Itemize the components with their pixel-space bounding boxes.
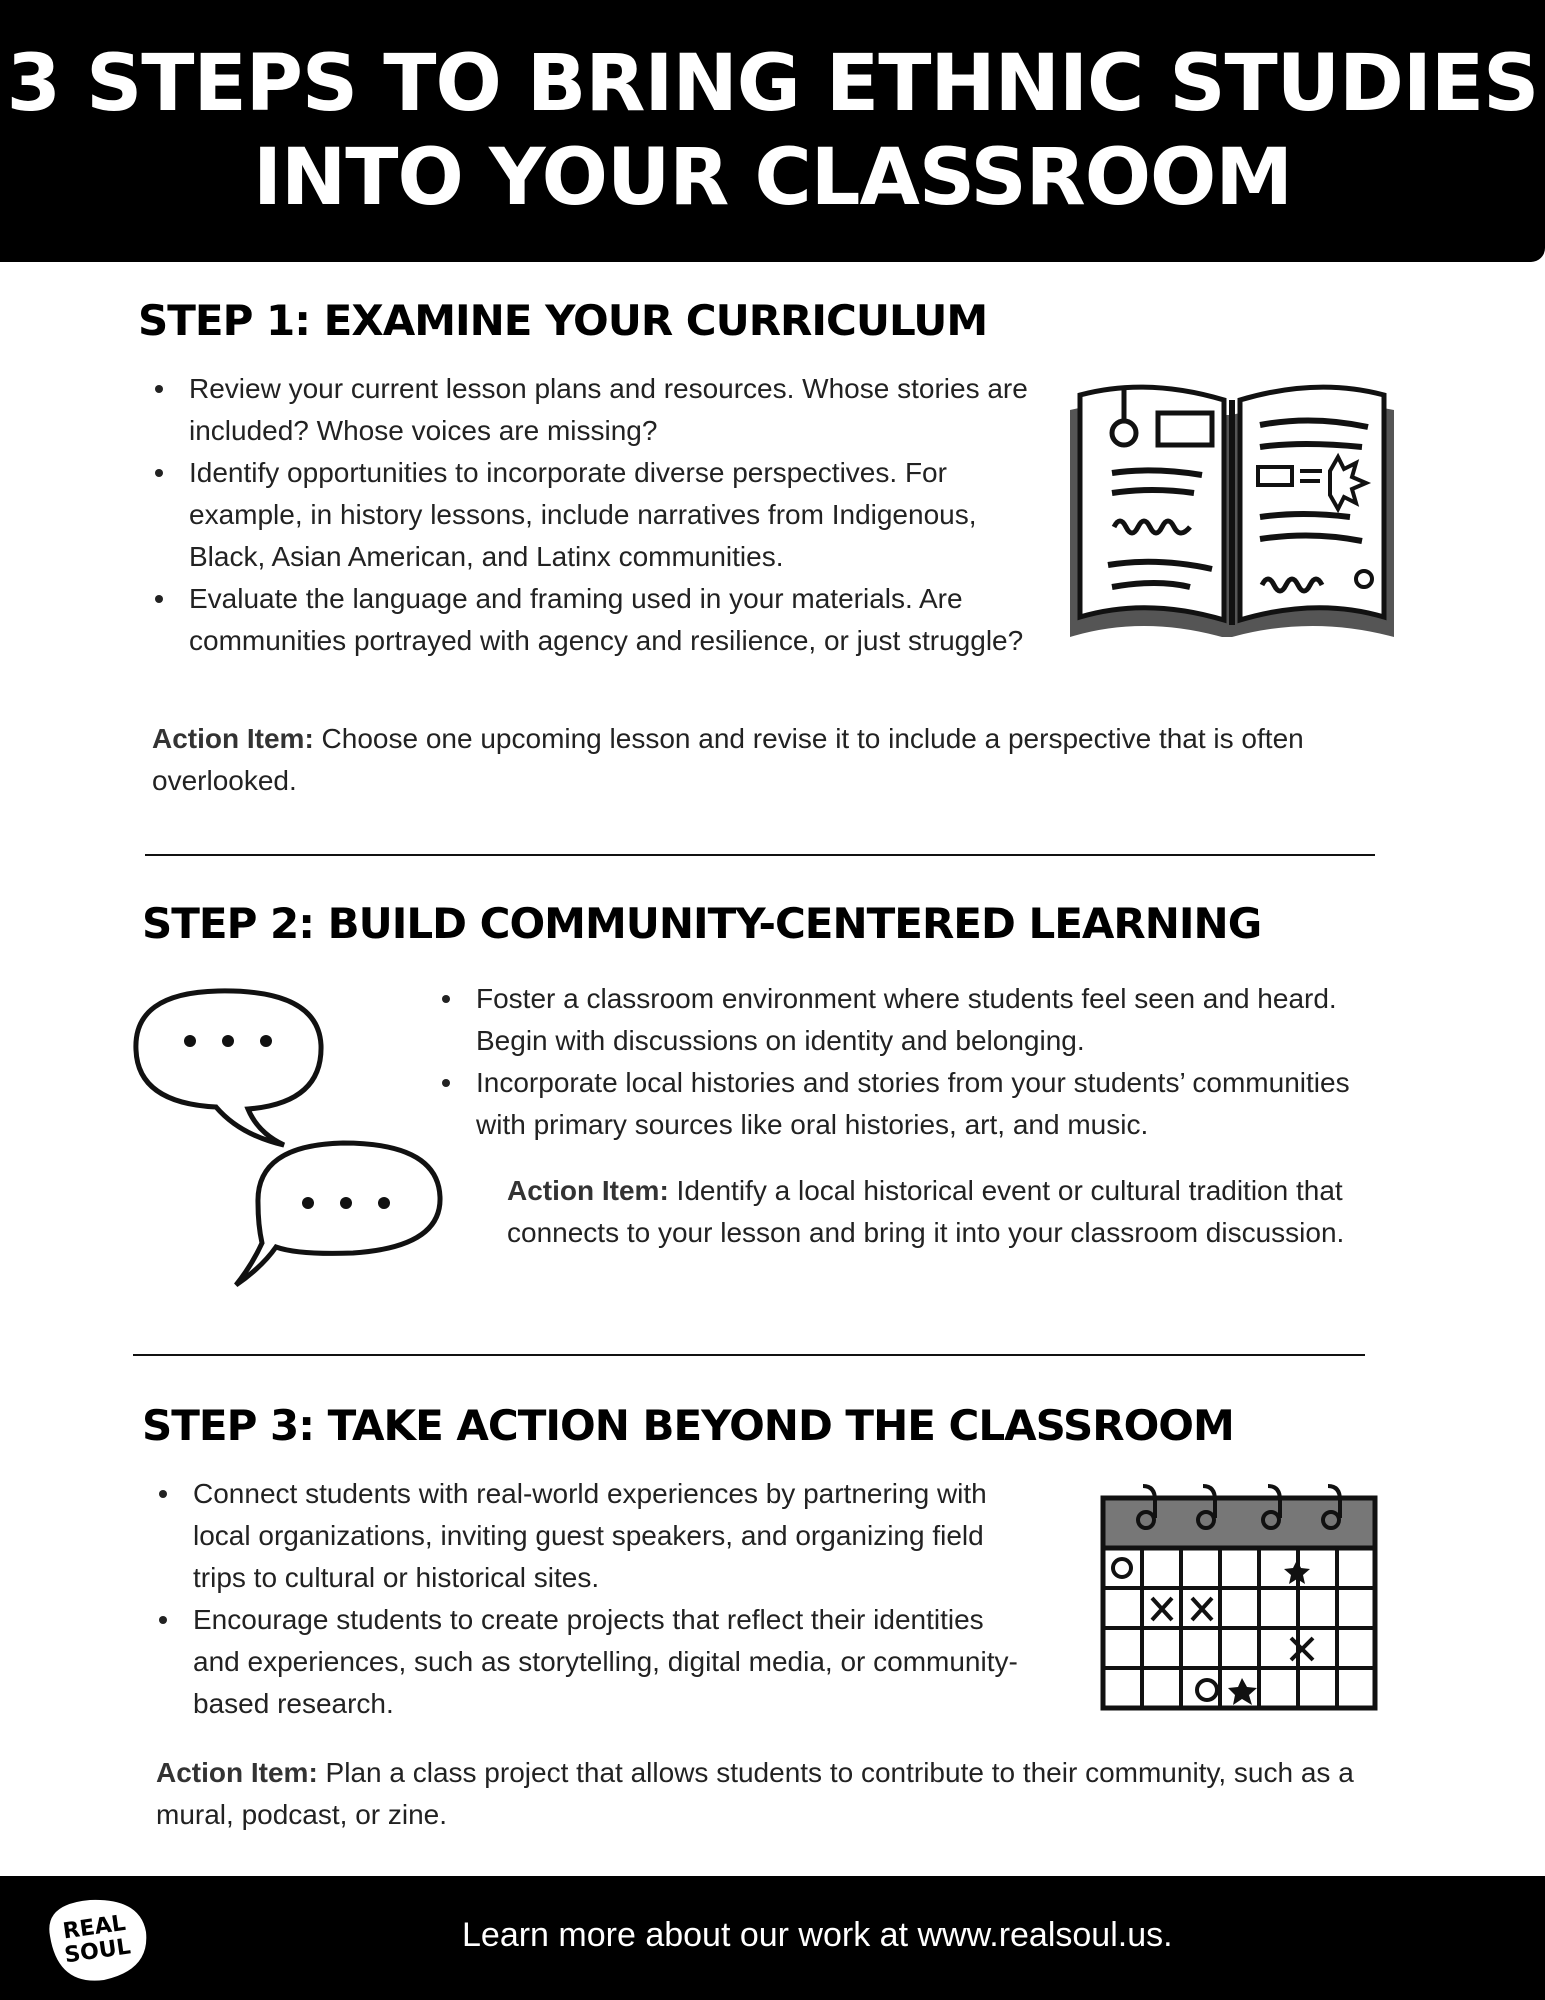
step3-title: STEP 3: TAKE ACTION BEYOND THE CLASSROOM: [142, 1401, 1234, 1450]
step2-bullet: Foster a classroom environment where students feel seen and heard. Begin with discussions on identity and belonging.: [439, 978, 1399, 1062]
step2-action-item: [507, 1170, 1407, 1254]
open-book-icon: [1062, 375, 1402, 647]
step3-action-text: Plan a class project that allows students to contribute to their community, such as a mural, podcast, or zine.: [156, 1757, 1354, 1830]
step1-title: STEP 1: EXAMINE YOUR CURRICULUM: [138, 296, 988, 345]
step2-action-text: Identify a local historical event or cultural tradition that connects to your lesson and bring it into your classroom discussion.: [507, 1175, 1345, 1248]
step3-bullet: Connect students with real-world experiences by partnering with local organizations, inviting guest speakers, and organizing field trips to cultural or historical sites.: [156, 1473, 1036, 1599]
page-footer: [0, 1876, 1545, 2000]
step2-title: STEP 2: BUILD COMMUNITY-CENTERED LEARNING: [142, 899, 1262, 948]
step2-bullet-list: [439, 978, 1399, 1146]
logo-text-line1: REAL: [61, 1910, 128, 1945]
step2-bullet: Incorporate local histories and stories from your students’ communities with primary sources like oral histories, art, and music.: [439, 1062, 1399, 1146]
step1-bullet: Review your current lesson plans and resources. Whose stories are included? Whose voices are missing?: [152, 368, 1042, 452]
section-divider: [133, 1354, 1365, 1356]
step3-bullet: Encourage students to create projects that reflect their identities and experiences, such as storytelling, digital media, or community-based research.: [156, 1599, 1036, 1725]
footer-link-text[interactable]: Learn more about our work at www.realsoul.us.: [462, 1916, 1173, 1954]
section-divider: [145, 854, 1375, 856]
page-title-line1: 3 STEPS TO BRING ETHNIC STUDIES: [6, 39, 1539, 129]
step2-action-label: Action Item:: [507, 1175, 669, 1206]
real-soul-logo[interactable]: [40, 1896, 152, 1984]
step3-action-label: Action Item:: [156, 1757, 318, 1788]
page-title: [7, 37, 1539, 225]
step1-bullet-list: [152, 368, 1042, 662]
step1-action-text: Choose one upcoming lesson and revise it to include a perspective that is often overlooked.: [152, 723, 1304, 796]
logo-text-line2: SOUL: [62, 1934, 133, 1969]
step1-bullet: Identify opportunities to incorporate diverse perspectives. For example, in history lessons, include narratives from Indigenous, Black, Asian American, and Latinx communities.: [152, 452, 1042, 578]
step1-action-item: [152, 718, 1382, 802]
step1-bullet: Evaluate the language and framing used in your materials. Are communities portrayed with agency and resilience, or just struggle?: [152, 578, 1042, 662]
speech-bubble-icon: [128, 985, 458, 1295]
step1-action-label: Action Item:: [152, 723, 314, 754]
calendar-icon: [1098, 1480, 1380, 1715]
page-header: [0, 0, 1545, 262]
page-title-line2: INTO YOUR CLASSROOM: [252, 133, 1292, 223]
step3-bullet-list: [156, 1473, 1036, 1725]
step3-action-item: [156, 1752, 1406, 1836]
